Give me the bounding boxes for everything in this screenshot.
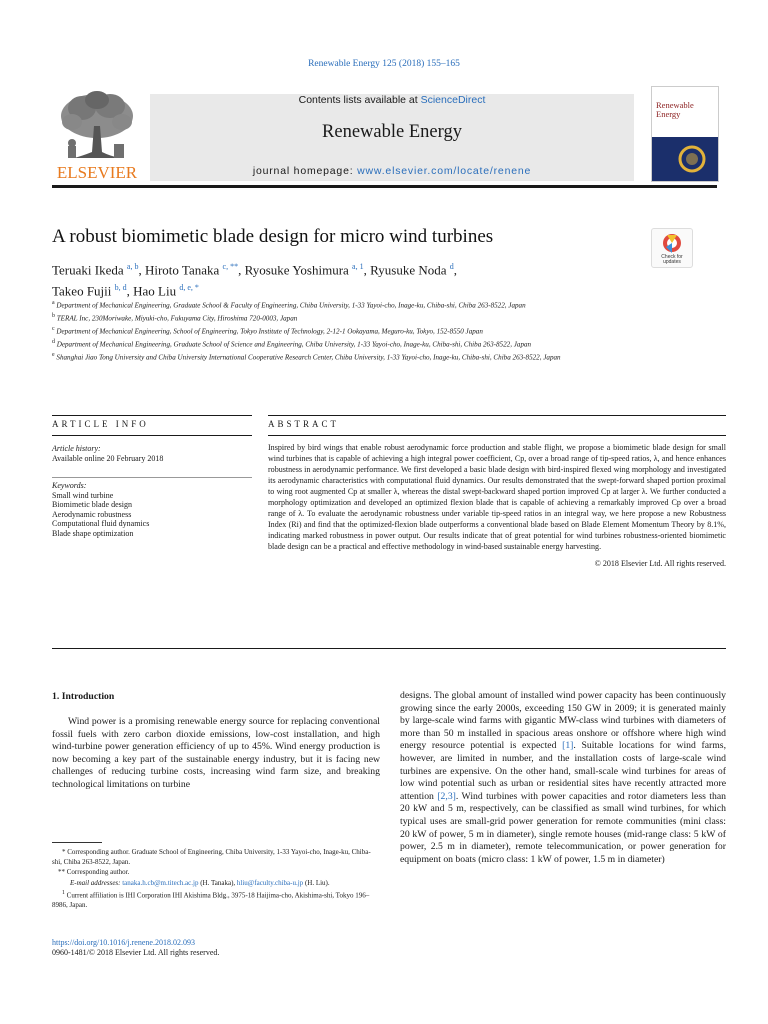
author-separator: ,: [138, 262, 145, 278]
keyword: Biomimetic blade design: [52, 500, 132, 509]
footnote-affiliation: [52, 888, 380, 911]
reference-link[interactable]: [1]: [562, 740, 574, 752]
affiliation-key: d: [52, 338, 55, 345]
section-heading-introduction: 1. Introduction: [52, 691, 115, 702]
intro-text-part-1: designs. The global amount of installed wind power capacity has been continuously growing since the early 2000s, exceeding 150 GW in 2009; it is generated mainly by large-scale wind farms with gigantic MW-class wind turbines with diameters of more than 50 m installed in spacious areas onshore or offshore where high wind energy resource potential is expected: [400, 690, 726, 752]
footnote-mark: 1: [62, 889, 65, 896]
author-affiliation-marks[interactable]: b, d: [114, 283, 127, 293]
sciencedirect-link[interactable]: ScienceDirect: [420, 94, 486, 106]
author-separator: ,: [363, 262, 371, 278]
keyword: Blade shape optimization: [52, 528, 134, 538]
affiliation-key: a: [52, 300, 55, 306]
author-affiliation-marks[interactable]: a, b: [126, 262, 139, 271]
affiliation: [52, 337, 632, 350]
affiliation: [52, 324, 632, 337]
author-affiliation-marks[interactable]: c, **: [222, 262, 239, 271]
footnote-emails: [52, 878, 380, 888]
paper-title: A robust biomimetic blade design for micro wind turbines: [52, 226, 494, 247]
author-affiliation-marks[interactable]: d, e, *: [179, 283, 199, 293]
affiliation-text: Shanghai Jiao Tong University and Chiba University International Cooperative Research Center, Chiba University, 1-33 Yayoi-cho, Inage-ku, Chiba-shi, Chiba 263-8522, Japan: [56, 353, 561, 362]
intro-paragraph-left: Wind power is a promising renewable energy source for replacing conventional fossil fuels with zero carbon dioxide emissions, low-cost installation, and high wind-turbine power generation efficiency of up to 45%. Wind energy production is now becoming a key part of the sustainable energy industry, but it is facing new challenges of reducing turbine costs, increasing wind farm size, and breaking technological limitations on turbine: [52, 716, 380, 790]
history-value: Available online 20 February 2018: [52, 453, 164, 463]
affiliation-text: TERAL Inc, 230Moriwake, Miyuki-cho, Fukuyama City, Hiroshima 720-0003, Japan: [56, 314, 298, 323]
author-name[interactable]: Hao Liu: [133, 283, 177, 299]
affiliation: [52, 311, 632, 324]
author-affiliation-marks[interactable]: a, 1: [352, 262, 364, 271]
keywords-rule: [52, 477, 252, 478]
keywords-block: [52, 481, 252, 538]
email-link-tanaka[interactable]: tanaka.h.cb@m.titech.ac.jp: [122, 878, 199, 887]
affiliation-text: Department of Mechanical Engineering, School of Engineering, Tokyo Institute of Technology, 2-12-1 Ookayama, Meguro-ku, Tokyo, 152-8550 Japan: [56, 327, 483, 336]
homepage-link[interactable]: www.elsevier.com/locate/renene: [357, 165, 532, 177]
article-info-rule: [52, 415, 252, 416]
footnote-rule: [52, 842, 102, 843]
crossmark-label: Check for updates: [661, 254, 683, 265]
elsevier-tree-logo[interactable]: [52, 86, 142, 182]
publisher-name: ELSEVIER: [56, 163, 138, 182]
keywords-label: Keywords:: [52, 481, 87, 490]
affiliation-key: c: [52, 325, 55, 332]
affiliation-key: e: [52, 351, 55, 358]
article-info-heading: ARTICLE INFO: [52, 419, 149, 429]
abstract-rule: [268, 415, 726, 416]
author-name[interactable]: Teruaki Ikeda: [52, 262, 124, 278]
footnote-corresponding-2: ** Corresponding author.: [58, 868, 130, 877]
affiliation-list: [52, 298, 632, 363]
homepage-label: journal homepage:: [252, 165, 358, 177]
footnotes: [52, 847, 380, 911]
reference-link[interactable]: [2,3]: [437, 790, 456, 802]
doi-link[interactable]: https://doi.org/10.1016/j.renene.2018.02.093: [52, 938, 195, 947]
article-info-subrule: [52, 435, 252, 436]
intro-text-part-2: . Suitable locations for wind farms, however, are limited in number, and the installation costs of large-scale wind turbines are expensive. On the other hand, small-scale wind turbines for areas of low wind potential such as urban or residential sites have recently attracted more attention: [400, 740, 726, 802]
footnote-affiliation-text: Current affiliation is IHI Corporation IHI Akishima Bldg., 3975-18 Haijima-cho, Akishima-shi, Tokyo 196–8986, Japan.: [52, 891, 370, 910]
journal-banner: [150, 94, 634, 181]
issn-copyright: 0960-1481/© 2018 Elsevier Ltd. All rights reserved.: [52, 948, 220, 957]
author-name[interactable]: Ryusuke Noda: [370, 262, 447, 278]
author-separator: ,: [453, 262, 457, 278]
journal-cover-thumbnail[interactable]: [651, 86, 719, 182]
author-list: [52, 258, 632, 301]
abstract-text: Inspired by bird wings that enable robust aerodynamic force production and stable flight, we propose a biomimetic blade design for small wind turbines that is capable of achieving a high integral power coefficient, Cp, over a broad range of tip-speed ratios, λ, and hence enhances robustness in aerodynamic performance. We first developed a basic blade design with bird-inspired flexed wing morphology and investigated its aerodynamic characteristics with computational fluid dynamics. Our results demonstrated that the swept-forward shaped portion proximal to wing root augmented Cp at smaller λ, whereas the distal swept-backward shaped portion improved Cp at larger λ. We further conducted a morphology optimization and developed an optimized flexion blade that is capable of achieving a remarkably improved Cp over a broad range of λ. To evaluate the aerodynamic robustness under variable tip-speed ratios in an integral way, we here propose a new Robustness Index (Ri) and find that the optimized-flexion blade outperforms a conventional blade based on Blade Element Momentum Theory by 8.1%, indicating marked robustness in power output. Our results indicate that of great potential for wind turbines robustness-oriented biomimetic blade design can be a practical and effective methodology in wind-based sustainable energy harvesting.: [268, 443, 726, 551]
author-name[interactable]: Takeo Fujii: [52, 283, 112, 299]
email-owner-liu: (H. Liu).: [303, 878, 330, 887]
author-separator: ,: [126, 283, 134, 299]
intro-paragraph-right: [400, 690, 726, 866]
affiliation: [52, 350, 632, 363]
author-affiliation-marks[interactable]: d: [449, 262, 454, 271]
abstract-copyright: © 2018 Elsevier Ltd. All rights reserved.: [594, 559, 726, 568]
email-label: E-mail addresses:: [70, 878, 123, 887]
intro-text-part-3: . Wind turbines with power capacities and rotor diameters less than 20 kW and 5 m, respectively, can be classified as small wind turbines, for which typical uses are small-grid power generation for remote communities (mini class: 20 kW of power, 5 m in diameter), single remote houses (mid-range class: 5 kW of power, 2.5 m in diameter), remote telecommunication, or power generation for equipment on boats (micro class: 1 kW of power, 1.5 m in diameter): [400, 790, 726, 865]
abstract-heading: ABSTRACT: [268, 419, 340, 429]
keyword: Aerodynamic robustness: [52, 509, 132, 519]
article-history: [52, 444, 252, 463]
affiliation: [52, 298, 632, 311]
author-line-1: [52, 258, 632, 279]
email-owner-tanaka: (H. Tanaka),: [198, 878, 237, 887]
author-name[interactable]: Ryosuke Yoshimura: [244, 262, 349, 278]
header-divider: [52, 185, 717, 188]
affiliation-key: b: [52, 312, 55, 319]
affiliation-text: Department of Mechanical Engineering, Graduate School of Science and Engineering, Chiba University, 1-33 Yayoi-cho, Inage-ku, Chiba-shi, Chiba 263-8522, Japan: [56, 340, 532, 349]
doi-block: [52, 938, 219, 958]
author-name[interactable]: Hiroto Tanaka: [144, 262, 220, 278]
email-link-liu[interactable]: hliu@faculty.chiba-u.jp: [236, 878, 304, 887]
keyword: Computational fluid dynamics: [52, 519, 150, 528]
contents-prefix: Contents lists available at: [298, 94, 421, 106]
author-separator: ,: [238, 262, 245, 278]
contents-availability: [150, 94, 634, 106]
cover-image: [652, 137, 718, 181]
abstract-subrule: [268, 435, 726, 436]
history-label: Article history:: [52, 444, 101, 453]
abstract-body: [268, 442, 726, 569]
cover-title: Renewable Energy: [656, 100, 694, 119]
crossmark-icon[interactable]: [651, 228, 693, 268]
journal-citation[interactable]: Renewable Energy 125 (2018) 155–165: [308, 59, 460, 69]
keyword: Small wind turbine: [52, 490, 114, 500]
footnote-corresponding-1: * Corresponding author. Graduate School of Engineering, Chiba University, 1-33 Yayoi-cho, Inage-ku, Chiba-shi, Chiba 263-8522, Japan.: [52, 848, 371, 867]
affiliation-text: Department of Mechanical Engineering, Graduate School & Faculty of Engineering, Chiba University, 1-33 Yayoi-cho, Inage-ku, Chiba-shi, Chiba 263-8522, Japan: [56, 301, 526, 310]
journal-homepage: [150, 165, 634, 177]
journal-title: Renewable Energy: [322, 122, 462, 142]
abstract-bottom-rule: [52, 648, 726, 649]
